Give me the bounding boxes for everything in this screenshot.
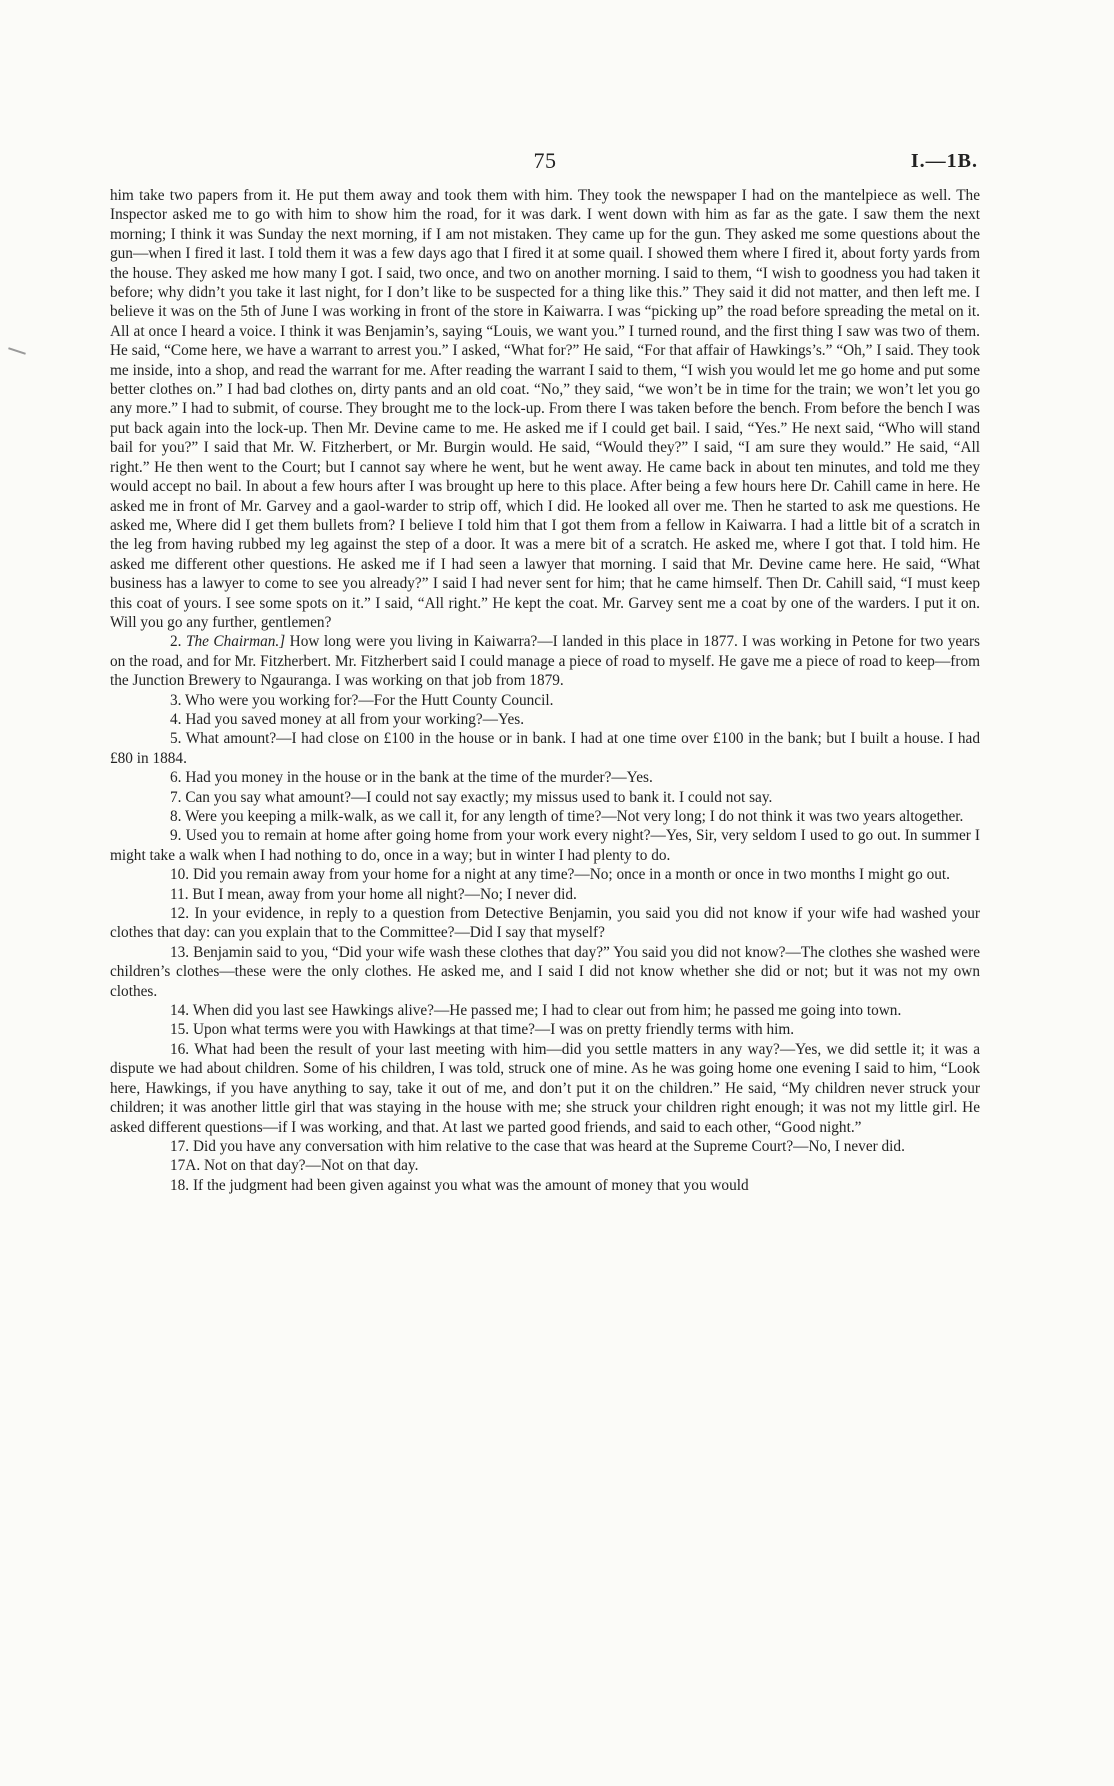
document-reference: I.—1B. <box>910 150 978 172</box>
question-paragraph <box>110 710 980 729</box>
document-page <box>110 130 980 1690</box>
question-number: 7. <box>170 788 182 806</box>
page-number: 75 <box>533 148 557 173</box>
paragraph-text: But I mean, away from your home all night?—No; I never did. <box>192 885 577 903</box>
margin-mark <box>8 347 26 354</box>
question-paragraph <box>110 826 980 865</box>
question-paragraph <box>110 807 980 826</box>
paragraph-text: In your evidence, in reply to a question from Detective Benjamin, you said you did not know if your wife had washed your clothes that day: can you explain that to the Committee?—Did I say that myself? <box>110 905 980 942</box>
question-paragraph <box>110 943 980 1001</box>
paragraph-text: When did you last see Hawkings alive?—He passed me; I had to clear out from him; he passed me going into town. <box>192 1002 902 1020</box>
question-number: 17A. <box>170 1157 201 1175</box>
continued-paragraph <box>110 186 980 632</box>
paragraph-text: Who were you working for?—For the Hutt County Council. <box>185 691 554 709</box>
question-paragraph <box>110 1156 980 1175</box>
paragraph-text: What had been the result of your last meeting with him—did you settle matters in any way?—Yes, we did settle it; it was a dispute we had about children. Some of his children, I was told, struck one of mine. As he was going home one evening I said to him, “Look here, Hawkings, if you have anything to say, take it out of me, and don’t put it on the children.” He said, “My children never struck your children; it was another little girl that was staying in the house with me; she struck your children right enough; it was not my little girl. He asked different questions—if I was working, and that. At last we parted good friends, and said to each other, “Good night.” <box>110 1040 980 1136</box>
question-number: 17. <box>170 1137 190 1155</box>
question-number: 14. <box>170 1002 190 1020</box>
question-number: 10. <box>170 866 190 884</box>
question-paragraph <box>110 1137 980 1156</box>
question-paragraph <box>110 1176 980 1195</box>
paragraph-text: Did you have any conversation with him relative to the case that was heard at the Supreme Court?—No, I never did. <box>192 1137 905 1155</box>
paragraph-text: Benjamin said to you, “Did your wife wash these clothes that day?” You said you did not know?—The clothes she washed were children’s clothes—these were the only clothes. He asked me, and I said I did not know whether she did or not; but it was not my own clothes. <box>110 943 980 1000</box>
question-number: 13. <box>170 943 190 961</box>
question-paragraph <box>110 768 980 787</box>
paragraph-text: How long were you living in Kaiwarra?—I landed in this place in 1877. I was working in Petone for two years on the road, and for Mr. Fitzherbert. Mr. Fitzherbert said I could manage a piece of road to myself. He gave me a piece of road to keep—from the Junction Brewery to Ngauranga. I was working on that job from 1879. <box>110 633 980 690</box>
question-number: 6. <box>170 769 182 787</box>
body-text <box>110 186 980 1195</box>
question-number: 8. <box>170 808 182 825</box>
question-paragraph <box>110 729 980 768</box>
paragraph-text: Upon what terms were you with Hawkings at that time?—I was on pretty friendly terms with him. <box>192 1021 795 1039</box>
page-header <box>110 130 980 186</box>
paragraph-text: Used you to remain at home after going home from your work every night?—Yes, Sir, very seldom I used to go out. In summer I might take a walk when I had nothing to do, once in a way; but in winter I had plenty to do. <box>110 827 980 864</box>
question-number: 4. <box>170 710 182 728</box>
question-number: 16. <box>170 1040 190 1058</box>
question-number: 15. <box>170 1021 190 1039</box>
question-number: 9. <box>170 827 182 845</box>
question-number: 5. <box>170 730 182 748</box>
question-paragraph <box>110 1040 980 1137</box>
speaker-label: The Chairman.] <box>185 633 286 651</box>
question-paragraph <box>110 1020 980 1039</box>
paragraph-text: What amount?—I had close on £100 in the house or in bank. I had at one time over £100 in the bank; but I built a house. I had £80 in 1884. <box>110 730 980 767</box>
question-number: 11. <box>170 885 189 903</box>
question-paragraph <box>110 865 980 884</box>
question-paragraph <box>110 885 980 904</box>
paragraph-text: Not on that day?—Not on that day. <box>204 1157 419 1175</box>
paragraph-text: him take two papers from it. He put them away and took them with him. They took the newspaper I had on the mantelpiece as well. The Inspector asked me to go with him to show him the road, for it was dark. I went down with him as far as the gate. I saw them the next morning; I think it was Sunday the next morning, if I am not mistaken. They came up for the gun. They asked me some questions about the gun—when I fired it last. I told them it was a few days ago that I fired it at some quail. I showed them where I fired it, about forty yards from the house. They asked me how many I got. I said, two once, and two on another morning. I said to them, “I wish to goodness you had taken it before; why didn’t you take it last night, for I don’t like to be suspected for a thing like this.” They said it did not matter, and then left me. I believe it was on the 5th of June I was working in front of the store in Kaiwarra. I was “picking up” the road before spreading the metal on it. All at once I heard a voice. I think it was Benjamin’s, saying “Louis, we want you.” I turned round, and the first thing I saw was two of them. He said, “Come here, we have a warrant to arrest you.” I asked, “What for?” He said, “For that affair of Hawkings’s.” “Oh,” I said. They took me inside, into a shop, and read the warrant for me. After reading the warrant I said to them, “I wish you would let me go home and put some better clothes on.” I had bad clothes on, dirty pants and an old coat. “No,” they said, “we won’t be in time for the train; we won’t let you go any more.” I had to submit, of course. They brought me to the lock-up. From there I was taken before the bench. From before the bench I was put back again into the lock-up. Then Mr. Devine came to me. He asked me if I could get bail. I said, “Yes.” He next said, “Who will stand bail for you?” I said that Mr. W. Fitzherbert, or Mr. Burgin would. He said, “Would they?” I said, “I am sure they would.” He said, “All right.” He then went to the Court; but I cannot say where he went, but he went away. He came back in about ten minutes, and told me they would accept no bail. In about a few hours after I was brought up here to this place. After being a few hours here Dr. Cahill came in here. He asked me in front of Mr. Garvey and a gaol-warder to strip off, which I did. He looked all over me. Then he started to ask me questions. He asked me, Where did I get them bullets from? I believe I told him that I got them from a fellow in Kaiwarra. I had a little bit of a scratch in the leg from having rubbed my leg against the step of a door. It was a mere bit of a scratch. He asked me, where I got that. I told him. He asked me different other questions. He asked me if I had seen a lawyer that morning. I said that Mr. Devine came here. He said, “What business has a lawyer to come to see you already?” I said I had never sent for him; that he came himself. Then Dr. Cahill said, “I must keep this coat of yours. I see some spots on it.” I said, “All right.” He kept the coat. Mr. Garvey sent me a coat by one of the warders. I put it on. Will you go any further, gentlemen? <box>110 187 980 631</box>
paragraph-text: Had you saved money at all from your working?—Yes. <box>185 710 525 728</box>
question-paragraph <box>110 904 980 943</box>
question-number: 12. <box>170 905 190 923</box>
paragraph-text: Had you money in the house or in the bank at the time of the murder?—Yes. <box>185 769 653 787</box>
paragraph-text: Were you keeping a milk-walk, as we call it, for any length of time?—Not very long; I do not think it was two years altogether. <box>185 808 964 825</box>
question-paragraph <box>110 788 980 807</box>
question-paragraph <box>110 632 980 690</box>
paragraph-text: Can you say what amount?—I could not say exactly; my missus used to bank it. I could not say. <box>185 788 773 806</box>
paragraph-text: Did you remain away from your home for a night at any time?—No; once in a month or once in two months I might go out. <box>192 866 950 884</box>
question-paragraph <box>110 1001 980 1020</box>
question-paragraph <box>110 691 980 710</box>
question-number: 18. <box>170 1176 190 1194</box>
question-number: 3. <box>170 691 182 709</box>
paragraph-text: If the judgment had been given against you what was the amount of money that you would <box>192 1176 749 1194</box>
question-number: 2. <box>170 633 182 651</box>
